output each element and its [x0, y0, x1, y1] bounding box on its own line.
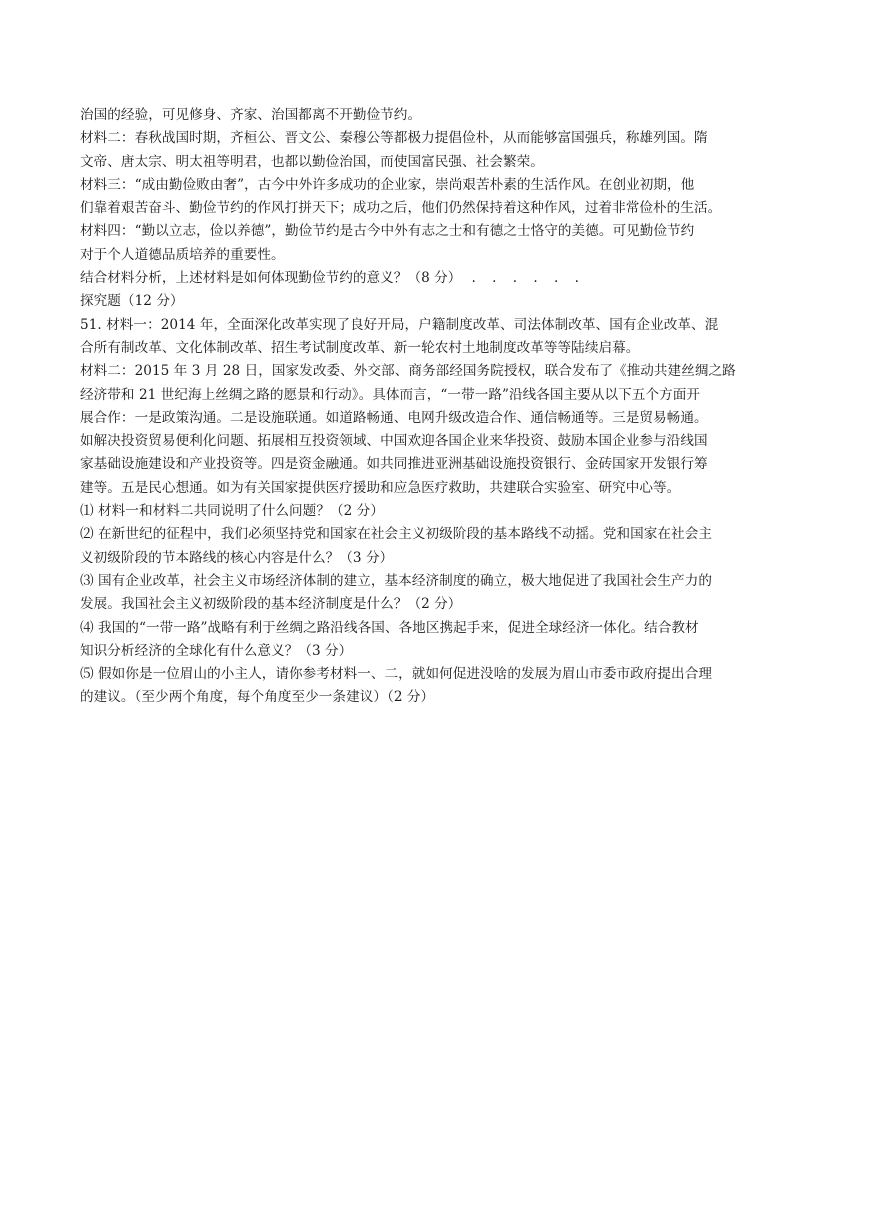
text-line: 文帝、唐太宗、明太祖等明君，也都以勤俭治国，而使国富民强、社会繁荣。: [80, 153, 544, 170]
sub-question: ⑸ 假如你是一位眉山的小主人，请你参考材料一、二，就如何促进没啥的发展为眉山市委市政府提出合理: [80, 666, 712, 683]
sub-question: ⑷ 我国的“一带一路”战略有利于丝绸之路沿线各国、各地区携起手来，促进全球经济一体化。结合教材: [80, 619, 699, 636]
text-line: 们靠着艰苦奋斗、勤俭节约的作风打拼天下；成功之后，他们仍然保持着这种作风，过着非常俭朴的生活。: [80, 200, 722, 217]
text-line: 展合作：一是政策沟通。二是设施联通。如道路畅通、电网升级改造合作、通信畅通等。三是贸易畅通。: [80, 409, 708, 426]
sub-question: 发展。我国社会主义初级阶段的基本经济制度是什么？（2 分）: [80, 596, 462, 613]
text-line: 材料二：2015 年 3 月 28 日，国家发改委、外交部、商务部经国务院授权，联合发布了《推动共建丝绸之路: [80, 363, 736, 380]
text-line: 对于个人道德品质培养的重要性。: [80, 246, 285, 263]
sub-question: 的建议。（至少两个角度，每个角度至少一条建议）（2 分）: [80, 689, 435, 706]
text-line: 合所有制改革、文化体制改革、招生考试制度改革、新一轮农村土地制度改革等等陆续启幕。: [80, 339, 640, 356]
text-line: 51. 材料一：2014 年，全面深化改革实现了良好开局，户籍制度改革、司法体制改革、国有企业改革、混: [80, 316, 719, 333]
text-line: 治国的经验，可见修身、齐家、治国都离不开勤俭节约。: [80, 107, 422, 123]
text-line: 建等。五是民心想通。如为有关国家提供医疗援助和应急医疗救助，共建联合实验室、研究中心等。: [80, 479, 681, 496]
sub-question: 义初级阶段的节本路线的核心内容是什么？（3 分）: [80, 549, 394, 566]
section-heading: 探究题（12 分）: [80, 293, 184, 310]
text-line: 如解决投资贸易便利化问题、拓展相互投资领域、中国欢迎各国企业来华投资、鼓励本国企业参与沿线国: [80, 433, 708, 450]
text-line: 家基础设施建设和产业投资等。四是资金融通。如共同推进亚洲基础设施投资银行、金砖国家开发银行筹: [80, 456, 708, 473]
sub-question: 知识分析经济的全球化有什么意义？（3 分）: [80, 642, 353, 659]
text-line: 经济带和 21 世纪海上丝绸之路的愿景和行动》。具体而言，“一带一路”沿线各国主要从以下五个方面开: [80, 386, 701, 403]
question-line: [80, 267, 792, 290]
question-text: 结合材料分析，上述材料是如何体现勤俭节约的意义？（8 分）: [80, 270, 462, 287]
sub-question: ⑶ 国有企业改革，社会主义市场经济体制的建立，基本经济制度的确立，极大地促进了我国社会生产力的: [80, 572, 712, 589]
text-line: 材料四：“勤以立志，俭以养德”，勤俭节约是古今中外有志之士和有德之士恪守的美德。可见勤俭节约: [80, 223, 695, 240]
sub-question: ⑵ 在新世纪的征程中，我们必须坚持党和国家在社会主义初级阶段的基本路线不动摇。党和国家在社会主: [80, 526, 712, 543]
dot-leader: . . . . . .: [471, 270, 585, 287]
text-line: 材料三：“成由勤俭败由奢”，古今中外许多成功的企业家，崇尚艰苦朴素的生活作风。在创业初期，他: [80, 176, 695, 193]
document-body: [80, 104, 792, 710]
sub-question: ⑴ 材料一和材料二共同说明了什么问题？（2 分）: [80, 503, 384, 520]
text-line: 材料二：春秋战国时期，齐桓公、晋文公、秦穆公等都极力提倡俭朴，从而能够富国强兵，称雄列国。隋: [80, 130, 708, 147]
